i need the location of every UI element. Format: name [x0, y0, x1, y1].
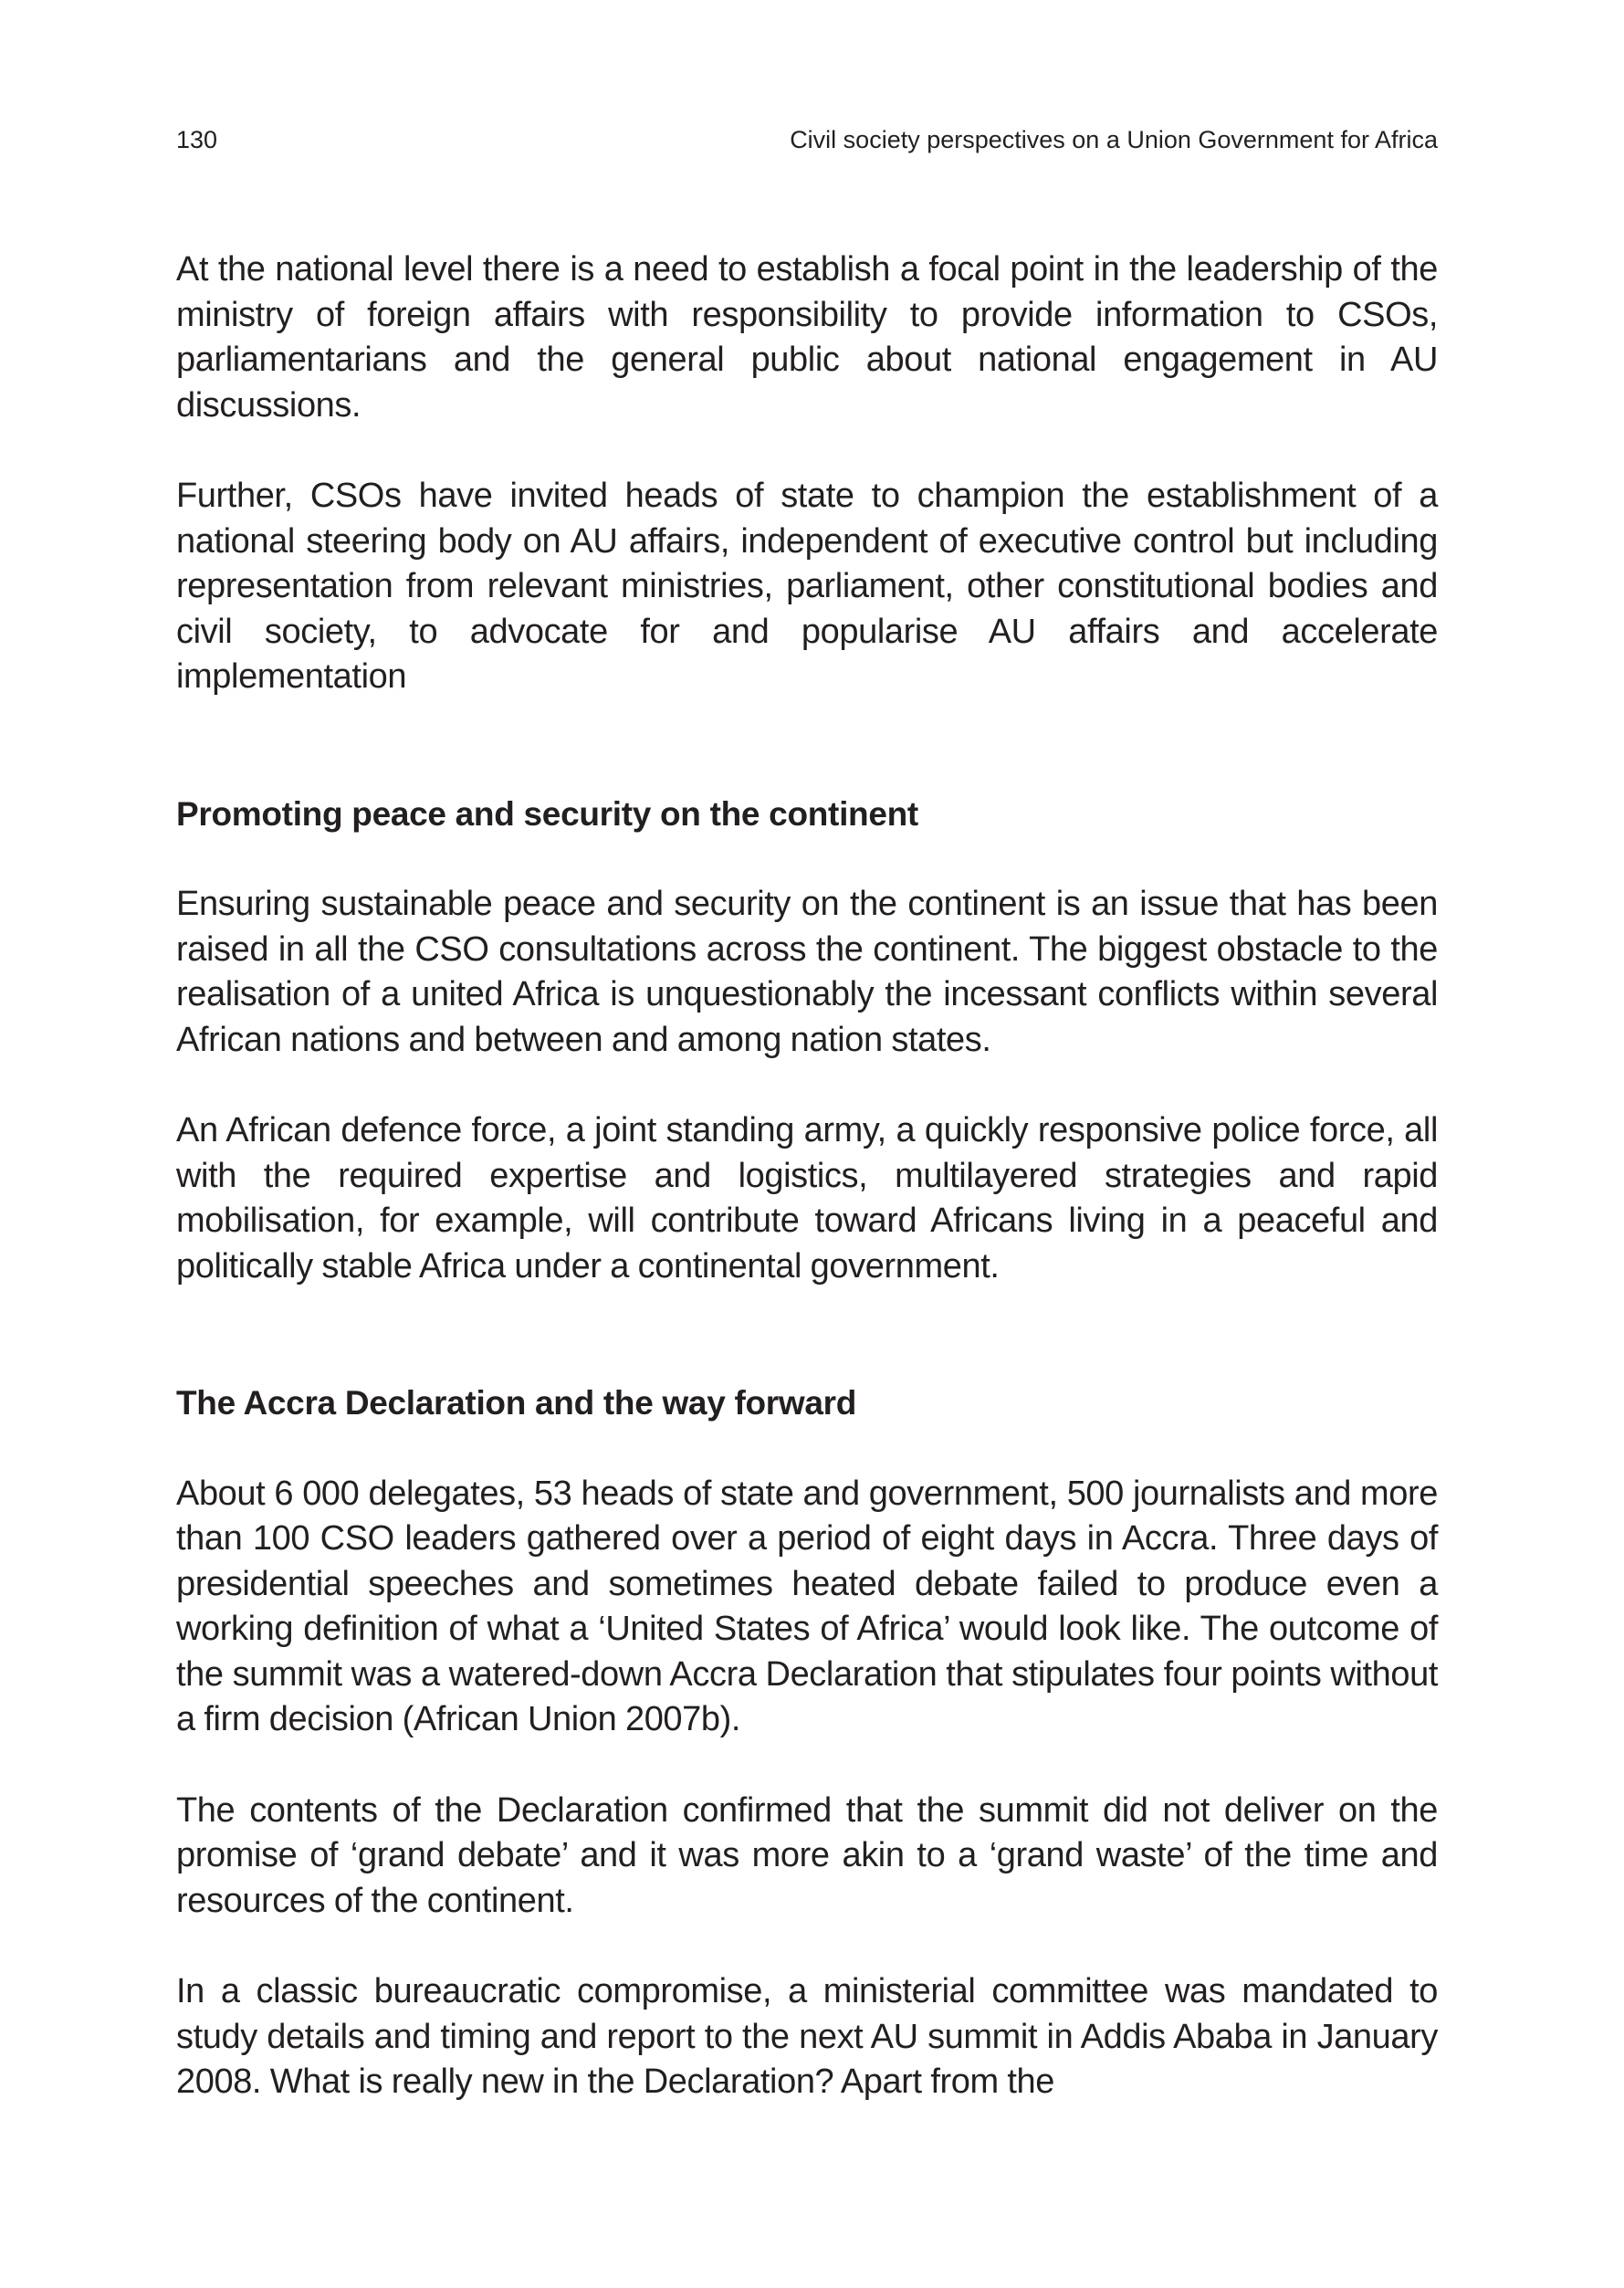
paragraph-delegates: About 6 000 delegates, 53 heads of state and government, 500 journalists and more than 100 CSO leaders gathered over a period of eight days in Accra. Three days of presidential speeches and sometimes heated debate failed to produce even a working definition of what a ‘United States of Africa’ would look like. The outcome of the summit was a watered-down Accra Declaration that stipulates four points without a firm decision (African Union 2007b). — [176, 1474, 1438, 1738]
page-number: 130 — [176, 126, 218, 153]
body-text — [176, 247, 1438, 2151]
section-heading-peace-security: Promoting peace and security on the continent — [176, 794, 918, 833]
paragraph-declaration-contents: The contents of the Declaration confirmed that the summit did not deliver on the promise of ‘grand debate’ and it was more akin to a ‘grand waste’ of the time and resources of the continent. — [176, 1790, 1438, 1920]
running-title: Civil society perspectives on a Union Government for Africa — [790, 126, 1438, 153]
section-heading-accra-declaration: The Accra Declaration and the way forward — [176, 1384, 857, 1422]
paragraph-focal-point: At the national level there is a need to establish a focal point in the leadership of the ministry of foreign affairs with responsibility to provide information to CSOs, parliamentarians and the general public about national engagement in AU discussions. — [176, 250, 1438, 425]
paragraph-defence-force: An African defence force, a joint standing army, a quickly responsive police force, all with the required expertise and logistics, multilayered strategies and rapid mobilisation, for example, will contribute toward Africans living in a peaceful and politically stable Africa under a continental government. — [176, 1111, 1438, 1286]
paragraph-sustainable-peace: Ensuring sustainable peace and security on the continent is an issue that has been raised in all the CSO consultations across the continent. The biggest obstacle to the realisation of a united Africa is unquestionably the incessant conflicts within several African nations and between and among nation states. — [176, 885, 1438, 1059]
running-header — [176, 121, 1438, 158]
paragraph-ministerial-committee: In a classic bureaucratic compromise, a ministerial committee was mandated to study details and timing and report to the next AU summit in Addis Ababa in January 2008. What is really new in the Declaration? Apart from the — [176, 1972, 1438, 2101]
paragraph-steering-body: Further, CSOs have invited heads of state to champion the establishment of a national steering body on AU affairs, independent of executive control but including representation from relevant ministries, parliament, other constitutional bodies and civil society, to advocate for and popularise AU affairs and accelerate implementation — [176, 477, 1438, 696]
